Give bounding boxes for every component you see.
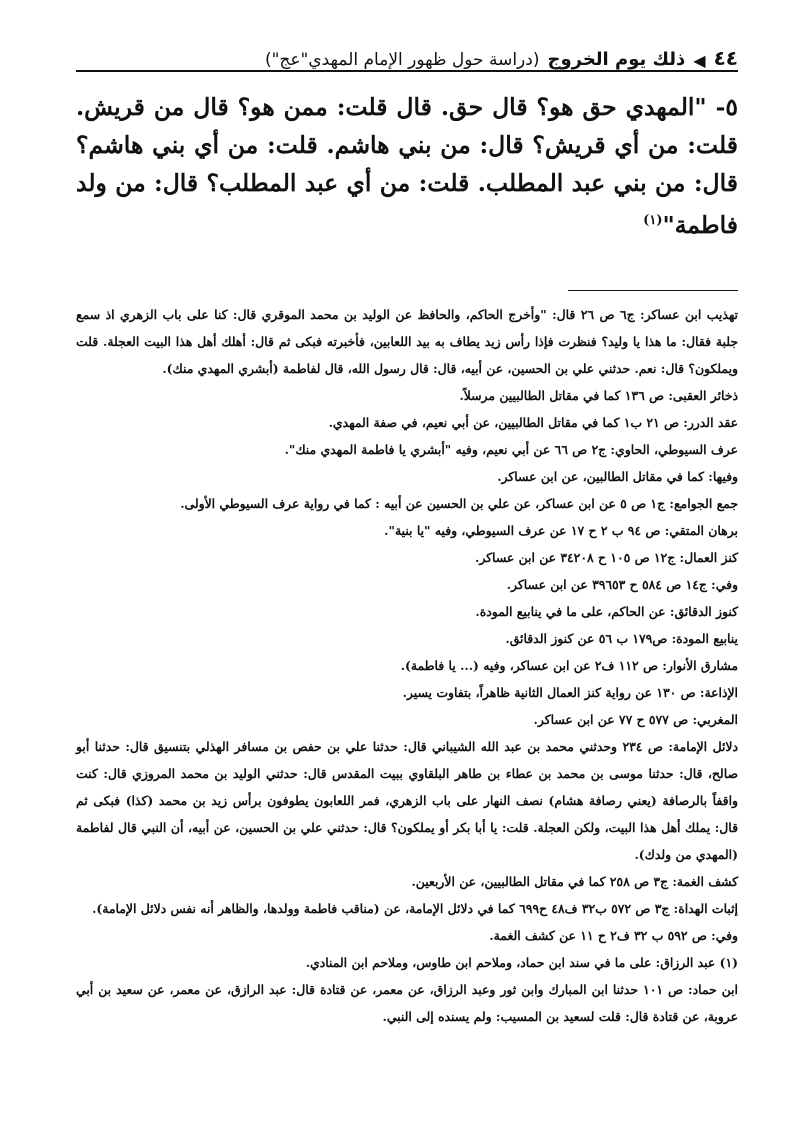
footnote-line: الإذاعة: ص ١٣٠ عن رواية كنز العمال الثانية ظاهراً، بتفاوت يسير.	[402, 684, 738, 700]
footnote-line: عقد الدرر: ص ٢١ ب١ كما في مقاتل الطالبيين، عن أبي نعيم، في صفة المهدي.	[328, 414, 738, 430]
footnote-line: وفي: ج١٤ ص ٥٨٤ ح ٣٩٦٥٣ عن ابن عساكر.	[506, 576, 738, 592]
main-paragraph	[76, 88, 738, 244]
footnote-line: ذخائر العقبى: ص ١٣٦ كما في مقاتل الطالبيين مرسلاً.	[459, 387, 738, 403]
footnote-line: مشارق الأنوار: ص ١١٢ ف٢ عن ابن عساكر، وفيه (... يا فاطمة).	[400, 657, 738, 673]
footnote-line: عرف السيوطي، الحاوي: ج٢ ص ٦٦ عن أبي نعيم، وفيه "أبشري يا فاطمة المهدي منك".	[284, 441, 738, 457]
footnote-reference: (١)	[643, 213, 663, 228]
arrow-left-icon: ◀	[693, 51, 706, 70]
footnote-line: كشف الغمة: ج٣ ص ٢٥٨ كما في مقاتل الطالبيين، عن الأربعين.	[411, 873, 738, 889]
hadith-text: ٥- "المهدي حق هو؟ قال حق. قال قلت: ممن هو؟ قال من قريش. قلت: من أي قريش؟ قال: من بني هاشم. قلت: من أي بني هاشم؟ قال: من بني عبد المطلب. قلت: من أي عبد المطلب؟ قال: من ولد فاطمة"	[76, 93, 738, 239]
footnote-line: جمع الجوامع: ج١ ص ٥ عن ابن عساكر، عن علي بن الحسين عن أبيه : كما في رواية عرف السيوطي الأولى.	[180, 495, 738, 511]
footnote-line: ابن حماد: ص ١٠١ حدثنا ابن المبارك وابن ثور وعبد الرزاق، عن معمر، عن قتادة قال: عبد الرازق، عن معمر، عن سعيد بن أبي عروبة، عن قتادة قال: قلت لسعيد بن المسيب: ولم يسنده إلى النبي.	[76, 981, 739, 1024]
page-number: ٤٤	[713, 46, 738, 70]
footnote-line: وفيها: كما في مقاتل الطالبين، عن ابن عساكر.	[497, 468, 738, 484]
footnote-line: ينابيع المودة: ص١٧٩ ب ٥٦ عن كنوز الدقائق.	[505, 630, 738, 646]
footnote-line: تهذيب ابن عساكر: ج٦ ص ٢٦ قال: "وأخرج الحاكم، والحافظ عن الوليد بن محمد الموقري قال: كنا على باب الزهري اذ سمع جلبة فقال: ما هذا يا وليد؟ فنظرت فإذا رأس زيد يطاف به بيد اللعابين، فأخبرته فبكى ثم قال: أهلك أهل هذا البيت العجلة. قلت ويملكون؟ قال: نعم. حدثني علي بن الحسين، عن أبيه، قال: قال رسول الله، قال لفاطمة (أبشري المهدي منك).	[76, 306, 739, 376]
footnote-line: إثبات الهداة: ج٣ ص ٥٧٢ ب٣٢ ف٤٨ ح٦٩٩ كما في دلائل الإمامة، عن (مناقب فاطمة وولدها، والظاهر أنه نفس دلائل الإمامة).	[92, 900, 738, 916]
footnote-line: كنوز الدقائق: عن الحاكم، على ما في ينابيع المودة.	[475, 603, 738, 619]
footnote-line: وفي: ص ٥٩٢ ب ٣٢ ف٢ ح ١١ عن كشف الغمة.	[489, 927, 738, 943]
footnote-line: دلائل الإمامة: ص ٢٣٤ وحدثني محمد بن عبد الله الشيباني قال: حدثنا علي بن حفص بن مسافر الهذلي بتنسيق قال: حدثنا أبو صالح، قال: حدثنا موسى بن محمد بن عطاء بن طاهر البلقاوي ببيت المقدس قال: حدثني الوليد بن محمد المروزي قال: كنت واقفاً بالرصافة (يعني رصافة هشام) نصف النهار على باب الزهري، فمر اللعابون يطوفون برأس زيد بن محمد (كذا) فبكى ثم قال: يملك أهل هذا البيت، ولكن العجلة. قلت: يا أبا بكر أو يملكون؟ قال: حدثني علي بن الحسين، عن أبيه، أن النبي قال لفاطمة (المهدي من ولدك).	[76, 738, 738, 862]
footnote-line: (١) عبد الرزاق: على ما في سند ابن حماد، وملاحم ابن طاوس، وملاحم ابن المنادي.	[305, 954, 738, 970]
footnotes-section	[76, 301, 738, 1030]
footnote-line: المغربي: ص ٥٧٧ ح ٧٧ عن ابن عساكر.	[533, 711, 738, 727]
footnote-line: برهان المتقي: ص ٩٤ ب ٢ ح ١٧ عن عرف السيوطي، وفيه "يا بنية".	[384, 522, 738, 538]
footnote-line: كنز العمال: ج١٢ ص ١٠٥ ح ٣٤٢٠٨ عن ابن عساكر.	[475, 549, 738, 565]
book-subtitle: (دراسة حول ظهور الإمام المهدي"عج")	[264, 50, 540, 70]
book-title: ذلك يوم الخروج	[547, 49, 686, 70]
running-header	[76, 36, 738, 72]
footnote-divider	[568, 290, 738, 291]
